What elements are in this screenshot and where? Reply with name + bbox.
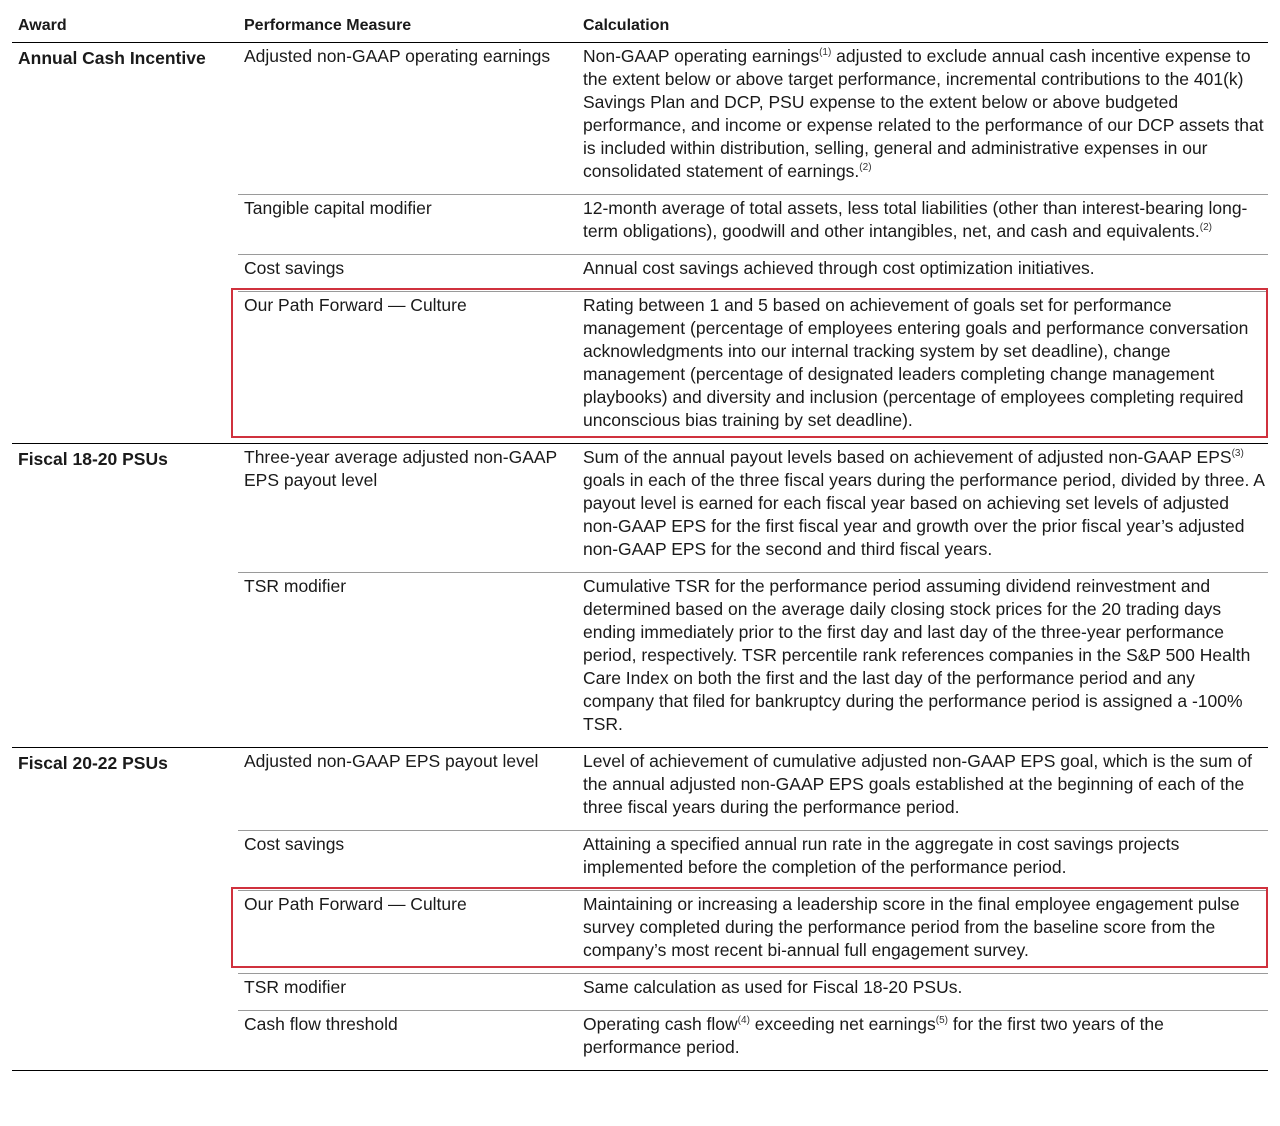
calc-text: Maintaining or increasing a leadership score in the final employee engagement pulse survey completed during the performance period from the baseline score from the company’s most recent bi-annual full engagement survey.	[583, 894, 1240, 960]
calc-text: adjusted to exclude annual cash incentive expense to the extent below or above target performance, incremental contributions to the 401(k) Savings Plan and DCP, PSU expense to the extent below or above budgeted performance, and income or expense related to the performance of our DCP assets that is included within distribution, selling, general and administrative expenses in our consolidated statement of earnings.	[583, 46, 1264, 181]
measure-cell: Three-year average adjusted non-GAAP EPS payout level	[244, 447, 557, 490]
table-row	[238, 572, 1268, 747]
table-row	[238, 973, 1268, 1010]
award-label: Annual Cash Incentive	[18, 48, 206, 68]
calculation-cell	[577, 976, 1268, 999]
header-award: Award	[18, 17, 67, 34]
footnote-ref: (3)	[1231, 448, 1244, 460]
measure-cell: TSR modifier	[244, 576, 347, 596]
measure-cell: Cost savings	[244, 258, 345, 278]
table-row	[238, 43, 1268, 194]
calculation-cell	[577, 750, 1268, 819]
table-row	[238, 748, 1268, 830]
table-row	[238, 291, 1268, 443]
table-row	[238, 1010, 1268, 1070]
measure-cell: Our Path Forward — Culture	[244, 894, 467, 914]
calculation-cell	[577, 294, 1268, 432]
calculation-cell	[577, 197, 1268, 243]
measure-cell: Adjusted non-GAAP operating earnings	[244, 46, 551, 66]
calc-text: Level of achievement of cumulative adjusted non-GAAP EPS goal, which is the sum of the annual adjusted non-GAAP EPS goals established at the beginning of each of the three fiscal years during the performance period.	[583, 751, 1252, 817]
award-label: Fiscal 18-20 PSUs	[18, 449, 168, 469]
calc-text: Non-GAAP operating earnings	[583, 46, 820, 66]
calc-text: Cumulative TSR for the performance period assuming dividend reinvestment and determined based on the average daily closing stock prices for the 20 trading days ending immediately prior to the first day and last day of the three-year performance period, respectively. TSR percentile rank references companies in the S&P 500 Health Care Index on both the first and the last day of the performance period and any company that filed for bankruptcy during the performance period is assigned a -100% TSR.	[583, 576, 1251, 734]
table-row	[238, 254, 1268, 291]
footnote-ref: (2)	[1199, 222, 1213, 234]
calculation-cell	[577, 893, 1268, 962]
calculation-cell	[577, 1013, 1268, 1059]
calc-text: Attaining a specified annual run rate in the aggregate in cost savings projects implemented before the completion of the performance period.	[583, 834, 1180, 877]
footnote-ref: (4)	[737, 1015, 750, 1027]
measure-cell: Our Path Forward — Culture	[244, 295, 467, 315]
calculation-cell	[577, 575, 1268, 736]
calculation-cell	[577, 45, 1268, 183]
calc-text: Annual cost savings achieved through cost optimization initiatives.	[583, 258, 1095, 278]
award-label: Fiscal 20-22 PSUs	[18, 753, 168, 773]
calculation-cell	[577, 446, 1268, 561]
header-calculation: Calculation	[583, 17, 670, 34]
measure-cell: Cost savings	[244, 834, 345, 854]
award-group-fiscal-18-20-psus	[12, 444, 1268, 748]
calc-text: Same calculation as used for Fiscal 18-20 PSUs.	[583, 977, 963, 997]
table-row	[238, 194, 1268, 254]
calc-text: goals in each of the three fiscal years during the performance period, divided by three. A payout level is earned for each fiscal year based on achieving set levels of adjusted non-GAAP EPS for the first fiscal year and growth over the prior fiscal year’s adjusted non-GAAP EPS for the second and third fiscal years.	[583, 470, 1264, 559]
calculation-cell	[577, 833, 1268, 879]
header-performance-measure: Performance Measure	[244, 17, 412, 34]
measure-cell: Tangible capital modifier	[244, 198, 432, 218]
calc-text: exceeding net earnings	[749, 1014, 936, 1034]
calc-text: 12-month average of total assets, less total liabilities (other than interest-bearing long-term obligations), goodwill and other intangibles, net, and cash and equivalents.	[583, 198, 1248, 241]
measure-cell: Cash flow threshold	[244, 1014, 398, 1034]
table-row	[238, 890, 1268, 973]
calc-text: Sum of the annual payout levels based on achievement of adjusted non-GAAP EPS	[583, 447, 1232, 467]
table-row	[238, 444, 1268, 572]
calc-text: Operating cash flow	[583, 1014, 738, 1034]
footnote-ref: (5)	[935, 1015, 948, 1027]
table-row	[238, 830, 1268, 890]
calc-text: for the first two years of the performance period.	[583, 1014, 1164, 1057]
performance-measures-table	[12, 12, 1268, 1071]
measure-cell: Adjusted non-GAAP EPS payout level	[244, 751, 539, 771]
calc-text: Rating between 1 and 5 based on achievement of goals set for performance management (percentage of employees entering goals and performance conversation acknowledgments into our internal tracking system by set deadline), change management (percentage of designated leaders completing change management playbooks) and diversity and inclusion (percentage of employees completing required unconscious bias training by set deadline).	[583, 295, 1249, 430]
measure-cell: TSR modifier	[244, 977, 347, 997]
award-group-fiscal-20-22-psus	[12, 748, 1268, 1071]
award-group-annual-cash-incentive	[12, 43, 1268, 444]
table-header	[12, 12, 1268, 43]
calculation-cell	[577, 257, 1268, 280]
footnote-ref: (1)	[819, 47, 832, 59]
footnote-ref: (2)	[859, 162, 872, 174]
